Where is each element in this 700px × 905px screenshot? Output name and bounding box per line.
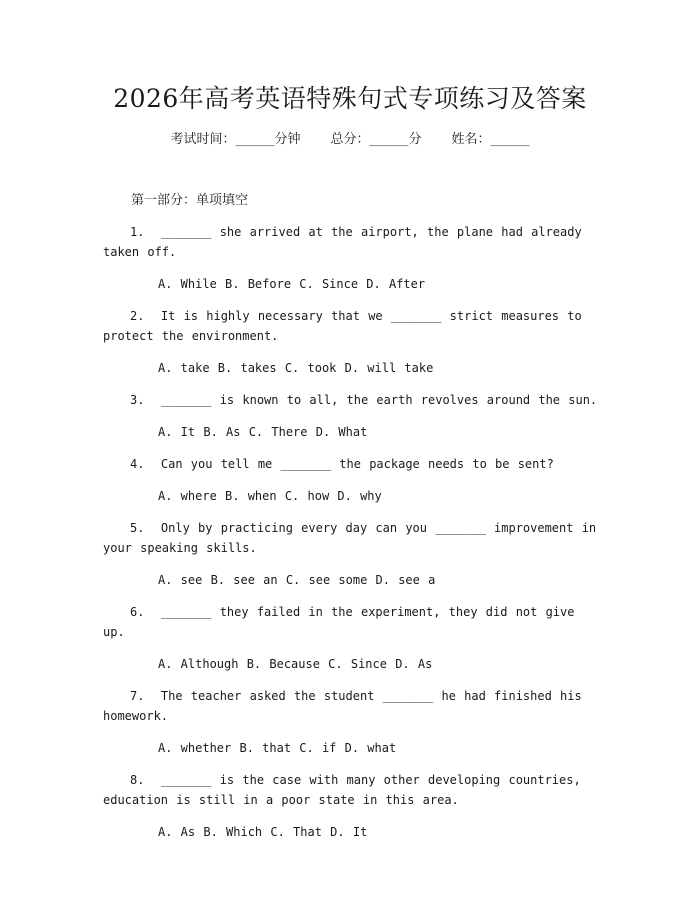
question-text: _______ is known to all, the earth revolves around the sun. bbox=[160, 393, 598, 407]
question-7-options: A. whether B. that C. if D. what bbox=[158, 741, 397, 755]
question-number: 5. bbox=[130, 521, 145, 535]
question-6 bbox=[103, 602, 601, 642]
question-2-options: A. take B. takes C. took D. will take bbox=[158, 361, 434, 375]
page-title: 2026年高考英语特殊句式专项练习及答案 bbox=[113, 84, 587, 113]
question-number: 1. bbox=[130, 225, 145, 239]
question-text: _______ she arrived at the airport, the plane had already taken off. bbox=[103, 225, 582, 259]
question-number: 8. bbox=[130, 773, 145, 787]
question-number: 7. bbox=[130, 689, 145, 703]
question-4-options: A. where B. when C. how D. why bbox=[158, 489, 382, 503]
question-text: _______ is the case with many other developing countries, education is still in a poor state in this area. bbox=[103, 773, 581, 807]
question-number: 6. bbox=[130, 605, 145, 619]
question-7 bbox=[103, 686, 601, 726]
question-1 bbox=[103, 222, 601, 262]
question-4 bbox=[103, 454, 601, 474]
question-5 bbox=[103, 518, 601, 558]
question-1-options: A. While B. Before C. Since D. After bbox=[158, 277, 426, 291]
exam-time-field: 考试时间：______分钟 bbox=[170, 132, 301, 147]
question-2 bbox=[103, 306, 601, 346]
question-3-options: A. It B. As C. There D. What bbox=[158, 425, 368, 439]
question-text: _______ they failed in the experiment, they did not give up. bbox=[103, 605, 575, 639]
question-text: It is highly necessary that we _______ strict measures to protect the environment. bbox=[103, 309, 582, 343]
name-field: 姓名：______ bbox=[451, 132, 530, 147]
question-6-options: A. Although B. Because C. Since D. As bbox=[158, 657, 433, 671]
question-number: 2. bbox=[130, 309, 145, 323]
question-5-options: A. see B. see an C. see some D. see a bbox=[158, 573, 436, 587]
exam-info bbox=[0, 130, 700, 150]
question-list bbox=[103, 222, 601, 854]
question-8 bbox=[103, 770, 601, 810]
question-text: Can you tell me _______ the package needs to be sent? bbox=[160, 457, 554, 471]
question-number: 4. bbox=[130, 457, 145, 471]
total-score-field: 总分：______分 bbox=[330, 132, 422, 147]
section-title: 第一部分：单项填空 bbox=[131, 193, 249, 208]
question-8-options: A. As B. Which C. That D. It bbox=[158, 825, 368, 839]
question-3 bbox=[103, 390, 601, 410]
question-number: 3. bbox=[130, 393, 145, 407]
question-text: The teacher asked the student _______ he had finished his homework. bbox=[103, 689, 582, 723]
question-text: Only by practicing every day can you _______ improvement in your speaking skills. bbox=[103, 521, 597, 555]
